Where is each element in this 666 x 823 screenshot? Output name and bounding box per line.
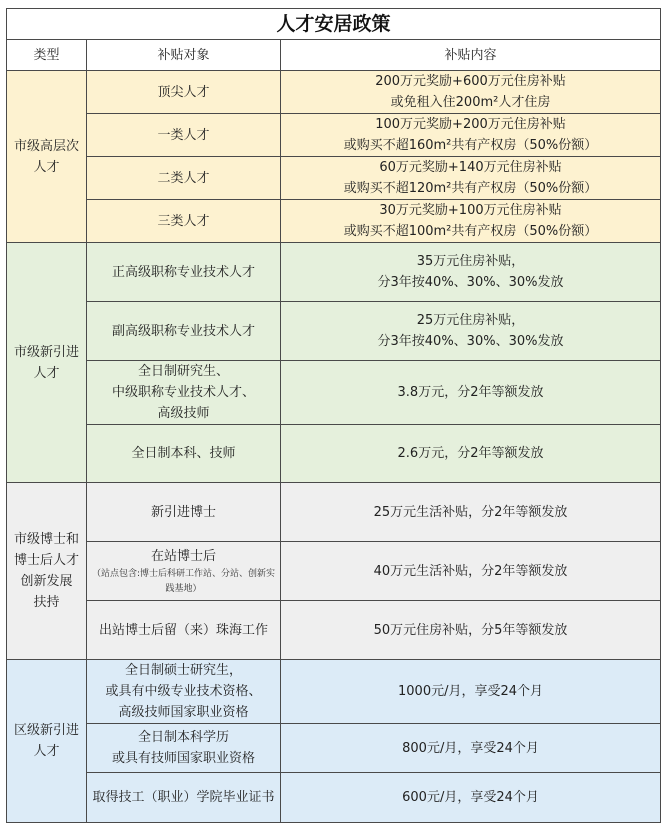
content-line: 35万元住房补贴， [416,254,525,269]
table-row [7,157,661,200]
type-cell [7,483,87,660]
table-row [7,200,661,243]
content-cell [281,542,661,601]
content-line: 200万元奖励+600万元住房补贴 [375,74,566,89]
content-cell [281,601,661,660]
content-line: 或购买不超160m²共有产权房（50%份额） [343,138,598,153]
header-target: 补贴对象 [87,40,281,71]
content-line: 25万元住房补贴， [416,313,525,328]
target-line: 副高级职称专业技术人才 [111,323,255,339]
header-content: 补贴内容 [281,40,661,71]
content-cell [281,200,661,243]
content-cell [281,302,661,361]
type-line: 区级新引进 [13,723,79,738]
header-type: 类型 [7,40,87,71]
content-line: 800元/月，享受24个月 [402,740,539,756]
target-cell [87,361,281,425]
target-cell [87,601,281,660]
table-title: 人才安居政策 [7,9,661,40]
target-line: 正高级职称专业技术人才 [111,264,255,280]
content-line: 或购买不超100m²共有产权房（50%份额） [343,224,598,239]
table-row [7,302,661,361]
type-line: 市级博士和 [13,532,79,547]
content-line: 或免租入住200m²人才住房 [390,95,551,110]
content-cell [281,660,661,724]
content-cell [281,361,661,425]
target-line: 高级技师国家职业资格 [118,705,249,720]
table-row [7,601,661,660]
target-line: 二类人才 [157,170,210,186]
type-line: 市级新引进 [13,344,79,360]
content-cell [281,71,661,114]
content-line: 60万元奖励+140万元住房补贴 [379,160,562,175]
content-line: 25万元生活补贴，分2年等额发放 [373,504,568,520]
target-cell [87,243,281,302]
target-cell [87,71,281,114]
target-cell [87,302,281,361]
table-row [7,542,661,601]
type-line: 市级高层次 [13,138,79,154]
target-line: 全日制研究生、 [137,364,229,379]
type-line: 创新发展 [20,574,73,589]
table-body [7,9,661,823]
target-cell [87,114,281,157]
table-row [7,660,661,724]
table-row [7,425,661,483]
target-line: 高级技师 [157,406,210,421]
content-cell [281,724,661,773]
target-line: 全日制本科、技师 [131,446,236,461]
type-line: 扶持 [33,595,60,610]
content-line: 100万元奖励+200万元住房补贴 [375,117,566,132]
target-cell [87,773,281,823]
type-cell [7,660,87,823]
target-line: 顶尖人才 [157,84,210,100]
type-cell [7,243,87,483]
content-line: 分3年按40%、30%、30%发放 [377,334,564,349]
type-cell [7,71,87,243]
target-line: 中级职称专业技术人才、 [111,385,255,400]
content-cell [281,483,661,542]
header-row [7,40,661,71]
policy-table [6,8,661,823]
content-cell [281,157,661,200]
content-line: 1000元/月，享受24个月 [398,684,544,699]
table-row [7,773,661,823]
target-line: 三类人才 [157,213,210,229]
table-row [7,724,661,773]
content-line: 40万元生活补贴，分2年等额发放 [373,563,568,579]
content-line: 2.6万元，分2年等额发放 [397,446,544,461]
title-row [7,9,661,40]
content-line: 或购买不超120m²共有产权房（50%份额） [343,181,598,196]
content-line: 600元/月，享受24个月 [402,790,539,805]
target-line: 新引进博士 [150,504,216,520]
target-line: 或具有中级专业技术资格、 [105,684,262,699]
target-line: 一类人才 [157,127,210,143]
table-row [7,483,661,542]
type-line: 人才 [33,159,60,175]
content-cell [281,114,661,157]
target-line: 全日制本科学历 [137,730,229,745]
content-line: 30万元奖励+100万元住房补贴 [379,203,562,218]
content-line: 50万元住房补贴，分5年等额发放 [373,622,568,638]
type-line: 博士后人才 [13,553,79,568]
target-line: 在站博士后 [150,548,216,564]
target-line: 或具有技师国家职业资格 [111,751,255,766]
content-line: 分3年按40%、30%、30%发放 [377,275,564,290]
type-line: 人才 [33,744,60,759]
target-cell [87,542,281,601]
table-row [7,71,661,114]
target-note: （站点包含:博士后科研工作站、分站、创新实践基地） [91,568,276,594]
table-row [7,114,661,157]
target-cell [87,660,281,724]
content-cell [281,243,661,302]
type-line: 人才 [33,365,60,381]
target-cell [87,724,281,773]
target-line: 取得技工（职业）学院毕业证书 [92,790,275,805]
content-cell [281,425,661,483]
target-cell [87,483,281,542]
table-row [7,243,661,302]
target-cell [87,200,281,243]
target-line: 全日制硕士研究生， [124,663,242,678]
target-line: 出站博士后留（来）珠海工作 [98,622,268,638]
content-line: 3.8万元，分2年等额发放 [397,385,544,400]
table-row [7,361,661,425]
content-cell [281,773,661,823]
target-cell [87,425,281,483]
target-cell [87,157,281,200]
